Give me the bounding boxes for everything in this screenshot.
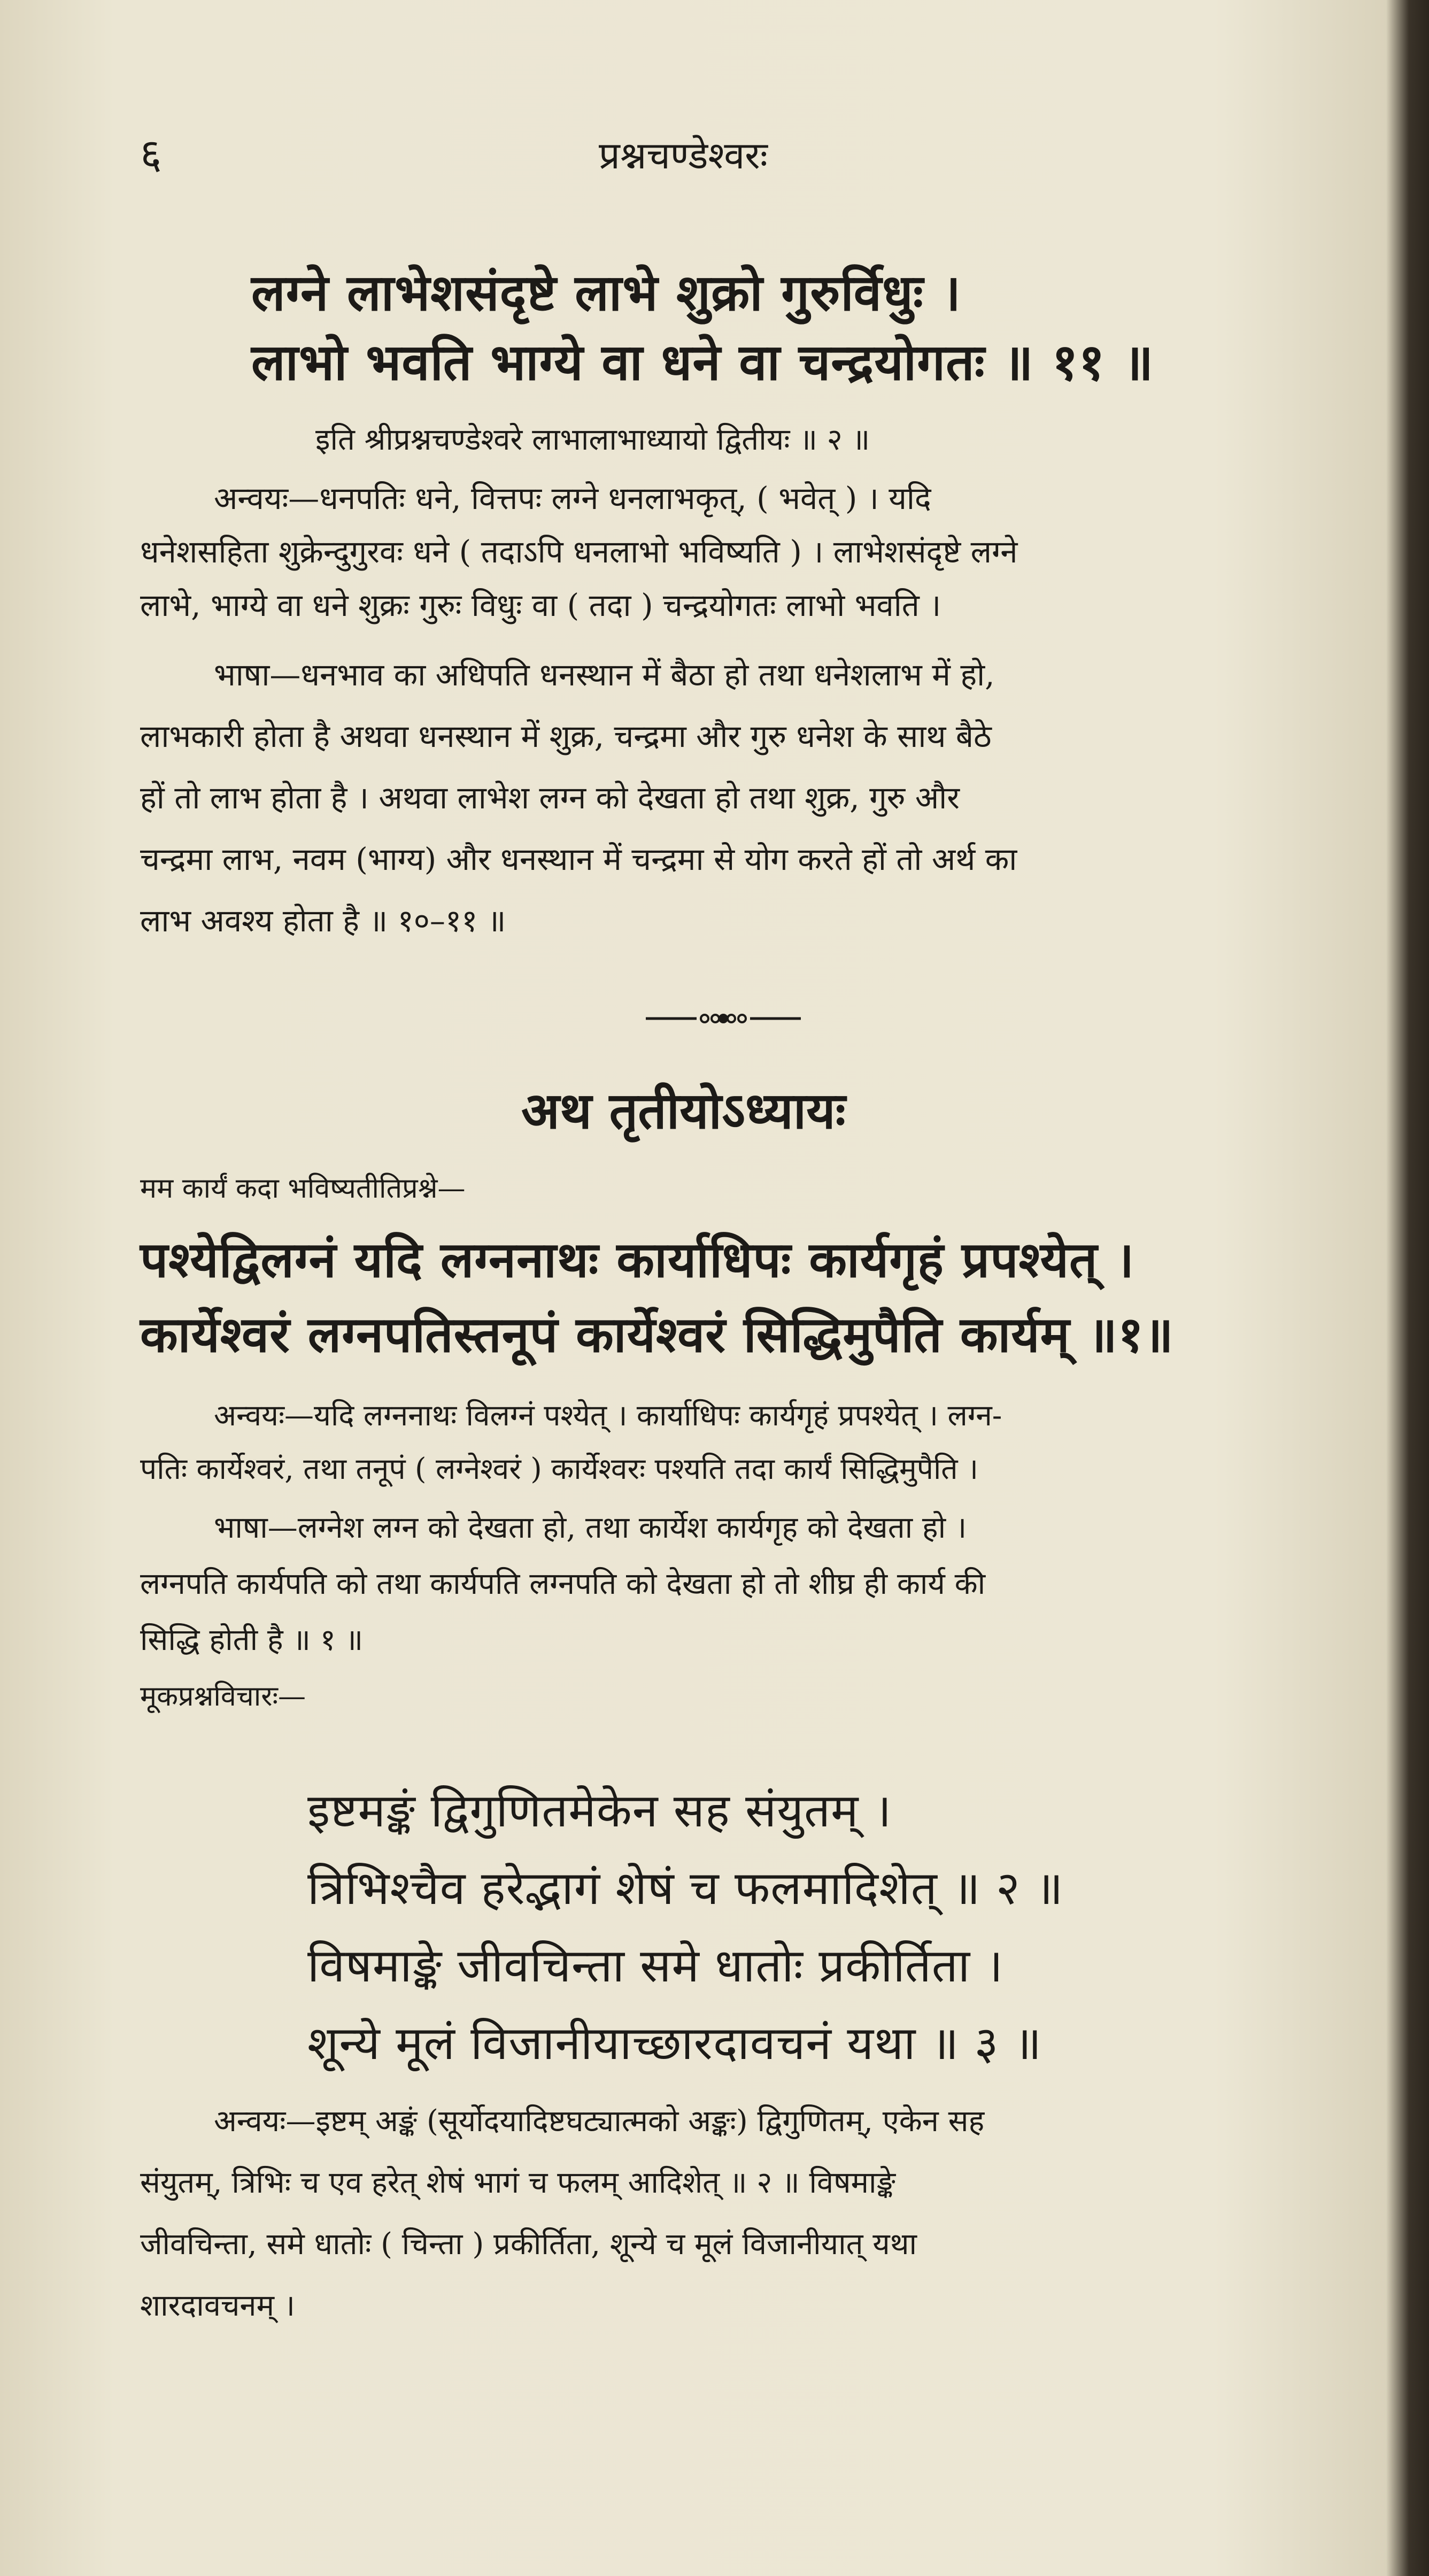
verse-3-line-1: विषमाङ्के जीवचिन्ता समे धातोः प्रकीर्तिता ।	[307, 1939, 1004, 1993]
page-number: ६	[140, 130, 162, 179]
anvaya-1-line-1: अन्वयः—यदि लग्ननाथः विलग्नं पश्येत् । कार्याधिपः कार्यगृहं प्रपश्येत् । लग्न-	[214, 1398, 1002, 1432]
bhasha-line-3: हों तो लाभ होता है । अथवा लाभेश लग्न को देखता हो तथा शुक्र, गुरु और	[140, 780, 960, 816]
mooka-prashna-heading: मूकप्रश्नविचारः—	[140, 1680, 306, 1713]
anvaya-2-line-4: शारदावचनम् ।	[140, 2288, 296, 2323]
verse-3-line-2: शून्ये मूलं विजानीयाच्छारदावचनं यथा ॥ ३ ॥	[307, 2017, 1042, 2070]
anvaya-line-1: अन्वयः—धनपतिः धने, वित्तपः लग्ने धनलाभकृत्, ( भवेत् ) । यदि	[214, 480, 931, 516]
verse-1-line-2: कार्येश्वरं लग्नपतिस्तनूपं कार्येश्वरं सिद्धिमुपैति कार्यम् ॥१॥	[140, 1306, 1174, 1363]
ornamental-divider	[646, 1011, 801, 1027]
anvaya-line-3: लाभे, भाग्ये वा धने शुक्रः गुरुः विधुः वा ( तदा ) चन्द्रयोगतः लाभो भवति ।	[140, 587, 941, 623]
bhasha-line-1: भाषा—धनभाव का अधिपति धनस्थान में बैठा हो तथा धनेशलाभ में हो,	[214, 657, 995, 693]
bhasha-line-2: लाभकारी होता है अथवा धनस्थान में शुक्र, चन्द्रमा और गुरु धनेश के साथ बैठे	[140, 718, 992, 754]
question-intro: मम कार्यं कदा भविष्यतीतिप्रश्ने—	[140, 1173, 466, 1205]
bhasha-line-5: लाभ अवश्य होता है ॥ १०–११ ॥	[140, 903, 506, 939]
anvaya-line-2: धनेशसहिता शुक्रेन्दुगुरवः धने ( तदाऽपि धनलाभो भविष्यति ) । लाभेशसंदृष्टे लग्ने	[140, 534, 1018, 570]
verse-2-line-2: त्रिभिश्चैव हरेद्भागं शेषं च फलमादिशेत् ॥ २ ॥	[307, 1862, 1064, 1915]
verse-11-line-2: लाभो भवति भाग्ये वा धने वा चन्द्रयोगतः ॥ ११ ॥	[251, 333, 1154, 392]
anvaya-2-line-2: संयुतम्, त्रिभिः च एव हरेत् शेषं भागं च फलम् आदिशेत् ॥ २ ॥ विषमाङ्के	[140, 2165, 895, 2200]
verse-1-line-1: पश्येद्विलग्नं यदि लग्ननाथः कार्याधिपः कार्यगृहं प्रपश्येत् ।	[140, 1231, 1135, 1289]
chapter-colophon: इति श्रीप्रश्नचण्डेश्वरे लाभालाभाध्यायो द्वितीयः ॥ २ ॥	[315, 422, 870, 457]
verse-2-line-1: इष्टमङ्कं द्विगुणितमेकेन सह संयुतम् ।	[307, 1784, 892, 1838]
anvaya-2-line-3: जीवचिन्ता, समे धातोः ( चिन्ता ) प्रकीर्तिता, शून्ये च मूलं विजानीयात् यथा	[140, 2227, 917, 2262]
bhasha-1-line-2: लग्नपति कार्यपति को तथा कार्यपति लग्नपति को देखता हो तो शीघ्र ही कार्य की	[140, 1567, 986, 1601]
verse-11-line-1: लग्ने लाभेशसंदृष्टे लाभे शुक्रो गुरुर्विधुः ।	[251, 264, 962, 322]
bhasha-line-4: चन्द्रमा लाभ, नवम (भाग्य) और धनस्थान में चन्द्रमा से योग करते हों तो अर्थ का	[140, 841, 1017, 877]
bhasha-1-line-3: सिद्धि होती है ॥ १ ॥	[140, 1623, 364, 1657]
anvaya-1-line-2: पतिः कार्येश्वरं, तथा तनूपं ( लग्नेश्वरं ) कार्येश्वरः पश्यति तदा कार्यं सिद्धिमुपैति ।	[140, 1452, 978, 1486]
chapter-heading: अथ तृतीयोऽध्यायः	[521, 1082, 846, 1140]
running-head: प्रश्नचण्डेश्वरः	[599, 134, 768, 178]
bhasha-1-line-1: भाषा—लग्नेश लग्न को देखता हो, तथा कार्येश कार्यगृह को देखता हो ।	[214, 1510, 967, 1545]
anvaya-2-line-1: अन्वयः—इष्टम् अङ्कं (सूर्योदयादिष्टघट्यात्मको अङ्कः) द्विगुणितम्, एकेन सह	[214, 2104, 985, 2139]
